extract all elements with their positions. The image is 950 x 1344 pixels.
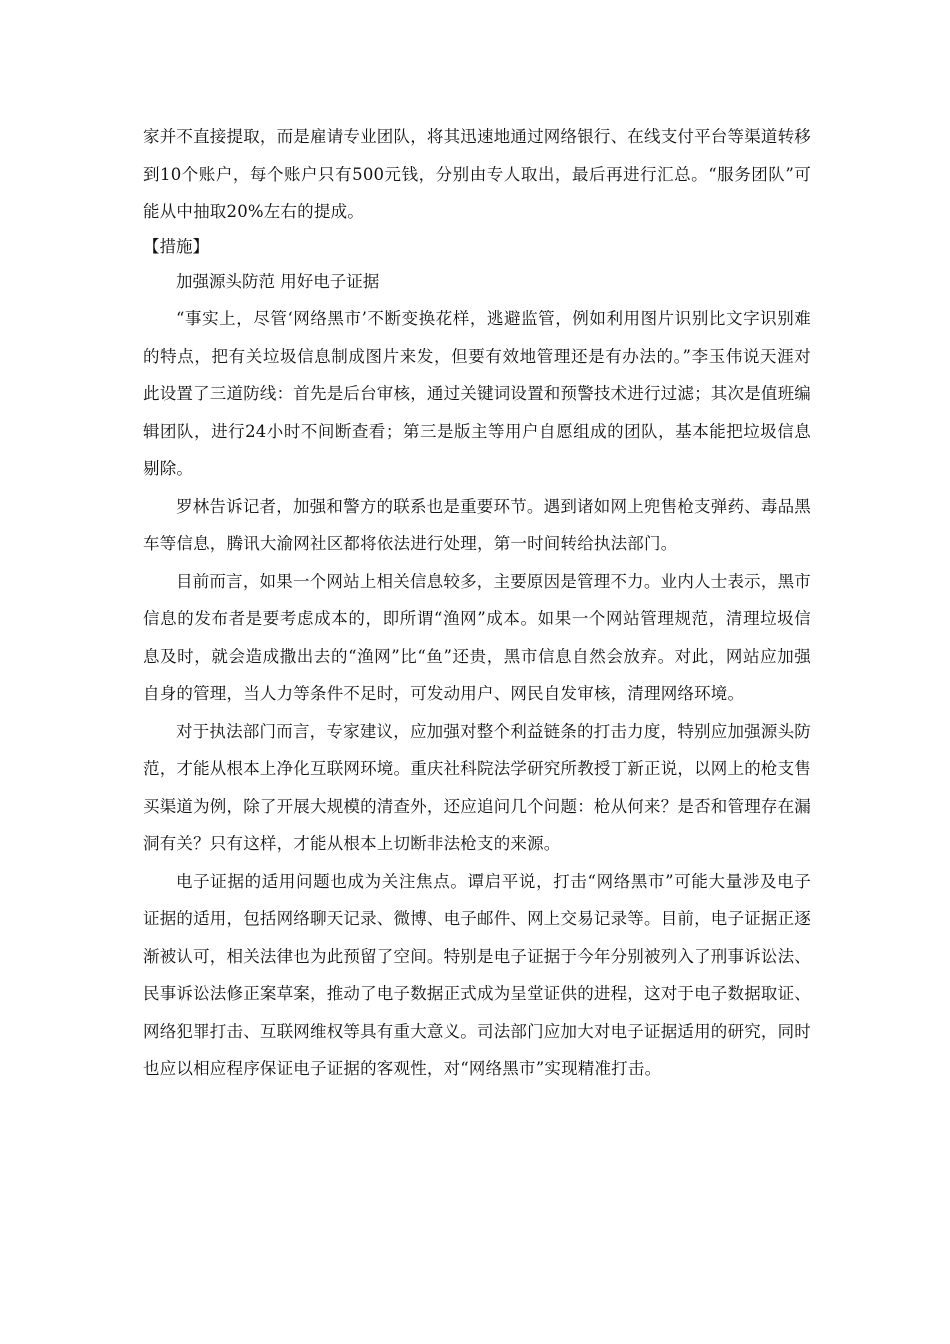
subheading: 加强源头防范 用好电子证据: [176, 271, 380, 291]
paragraph-management: 目前而言，如果一个网站上相关信息较多，主要原因是管理不力。业内人士表示，黑市信息的发布者是要考虑成本的，即所谓“渔网”成本。如果一个网站管理规范，清理垃圾信息及时，就会造成撒出去的“渔网”比“鱼”还贵，黑市信息自然会放弃。对此，网站应加强自身的管理，当人力等条件不足时，可发动用户、网民自发审核，清理网络环境。: [143, 571, 811, 703]
document-page: [143, 118, 811, 1088]
intro-paragraph: 家并不直接提取，而是雇请专业团队，将其迅速地通过网络银行、在线支付平台等渠道转移到10个账户，每个账户只有500元钱，分别由专人取出，最后再进行汇总。“服务团队”可能从中抽取20%左右的提成。: [143, 127, 811, 221]
paragraph-law-enforcement: 对于执法部门而言，专家建议，应加强对整个利益链条的打击力度，特别应加强源头防范，才能从根本上净化互联网环境。重庆社科院法学研究所教授丁新正说，以网上的枪支售买渠道为例，除了开展大规模的清查外，还应追问几个问题：枪从何来？是否和管理存在漏洞有关？只有这样，才能从根本上切断非法枪支的来源。: [143, 721, 811, 853]
paragraph-defense-lines: “事实上，尽管‘网络黑市’不断变换花样，逃避监管，例如利用图片识别比文字识别难的特点，把有关垃圾信息制成图片来发，但要有效地管理还是有办法的。”李玉伟说天涯对此设置了三道防线：首先是后台审核，通过关键词设置和预警技术进行过滤；其次是值班编辑团队，进行24小时不间断查看；第三是版主等用户自愿组成的团队，基本能把垃圾信息剔除。: [143, 309, 811, 478]
paragraph-police-liaison: 罗林告诉记者，加强和警方的联系也是重要环节。遇到诸如网上兜售枪支弹药、毒品黑车等信息，腾讯大渝网社区都将依法进行处理，第一时间转给执法部门。: [143, 496, 811, 553]
paragraph-electronic-evidence: 电子证据的适用问题也成为关注焦点。谭启平说，打击“网络黑市”可能大量涉及电子证据的适用，包括网络聊天记录、微博、电子邮件、网上交易记录等。目前，电子证据正逐渐被认可，相关法律也为此预留了空间。特别是电子证据于今年分别被列入了刑事诉讼法、民事诉讼法修正案草案，推动了电子数据正式成为呈堂证供的进程，这对于电子数据取证、网络犯罪打击、互联网维权等具有重大意义。司法部门应加大对电子证据适用的研究，同时也应以相应程序保证电子证据的客观性，对“网络黑市”实现精准打击。: [143, 871, 811, 1078]
section-label: 【措施】: [143, 236, 209, 256]
